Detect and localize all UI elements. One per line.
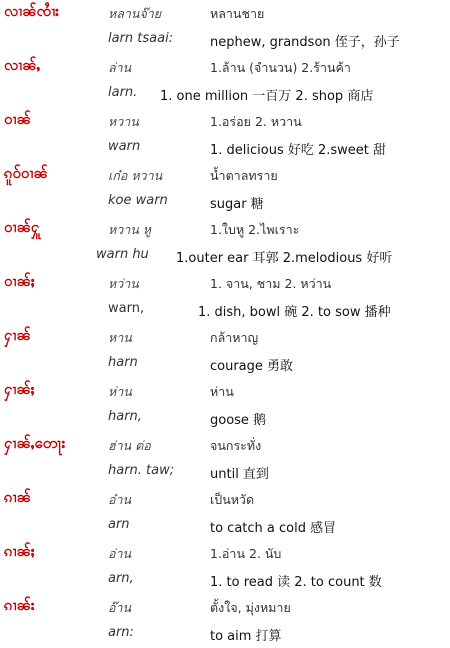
thai-transliteration: หาน: [108, 330, 132, 345]
dictionary-entry: [0, 378, 450, 432]
english-chinese-gloss: 1. one million 一百万 2. shop 商店: [160, 89, 374, 104]
romanization: koe warn: [108, 193, 168, 208]
romanization: arn: [108, 517, 130, 532]
thai-transliteration: หว่าน: [108, 276, 139, 291]
shan-headword: ၵၢၼ်: [4, 488, 31, 506]
romanization: harn. taw;: [108, 463, 175, 478]
thai-meaning: ตั้งใจ, มุ่งหมาย: [210, 600, 291, 615]
thai-transliteration: หวาน: [108, 114, 139, 129]
english-chinese-gloss: courage 勇敢: [210, 359, 294, 374]
thai-meaning: เป็นหวัด: [210, 492, 255, 507]
shan-headword: လၢၼ်ၸၢႆး: [4, 2, 59, 20]
romanization: larn.: [108, 85, 138, 100]
english-chinese-gloss: sugar 糖: [210, 197, 264, 212]
shan-headword: ဝၢၼ်ႈ: [4, 272, 35, 290]
english-chinese-gloss: until 直到: [210, 467, 269, 482]
english-chinese-gloss: nephew, grandson 侄子，孙子: [210, 35, 400, 50]
shan-headword: လၢၼ်ႇ: [4, 56, 41, 74]
shan-headword: ၵူဝ်ဝၢၼ်: [4, 164, 48, 182]
romanization: harn,: [108, 409, 142, 424]
shan-headword: ဝၢၼ်: [4, 110, 31, 128]
english-chinese-gloss: 1. dish, bowl 碗 2. to sow 播种: [198, 305, 391, 320]
romanization: harn: [108, 355, 138, 370]
thai-meaning: หลานชาย: [210, 6, 265, 21]
shan-headword: ၵၢၼ်း: [4, 596, 35, 614]
dictionary-entry: [0, 540, 450, 594]
thai-meaning: ห่าน: [210, 384, 234, 399]
thai-transliteration: อ่าน: [108, 546, 132, 561]
romanization: arn,: [108, 571, 134, 586]
dictionary-entry: [0, 432, 450, 486]
english-chinese-gloss: to aim 打算: [210, 629, 282, 644]
shan-headword: ႁၢၼ်: [4, 326, 31, 344]
shan-headword: ႁၢၼ်ႇတေႃး: [4, 434, 66, 452]
thai-transliteration: ฮ่าน ต่อ: [108, 438, 151, 453]
english-chinese-gloss: 1. to read 读 2. to count 数: [210, 575, 382, 590]
thai-meaning: จนกระทั่ง: [210, 438, 262, 453]
thai-transliteration: หวาน หู: [108, 222, 152, 237]
english-chinese-gloss: goose 鹅: [210, 413, 267, 428]
thai-transliteration: ล่าน: [108, 60, 132, 75]
thai-transliteration: ห่าน: [108, 384, 132, 399]
thai-meaning: กล้าหาญ: [210, 330, 259, 345]
thai-meaning: น้ำตาลทราย: [210, 168, 278, 183]
shan-headword: ၵၢၼ်ႈ: [4, 542, 35, 560]
shan-headword: ဝၢၼ်ႁူ: [4, 218, 40, 236]
romanization: warn: [108, 139, 141, 154]
dictionary-entry: [0, 270, 450, 324]
thai-transliteration: หลานจ๊าย: [108, 6, 162, 21]
thai-transliteration: อ๋าน: [108, 492, 132, 507]
shan-headword: ႁၢၼ်ႈ: [4, 380, 35, 398]
thai-meaning: 1.อ่าน 2. นับ: [210, 546, 282, 561]
thai-meaning: 1.ล้าน (จำนวน) 2.ร้านค้า: [210, 60, 351, 75]
dictionary-entry: [0, 324, 450, 378]
dictionary-entry: [0, 54, 450, 108]
romanization: warn hu: [96, 247, 149, 262]
dictionary-entry: [0, 486, 450, 540]
romanization: warn,: [108, 301, 145, 316]
thai-meaning: 1.อร่อย 2. หวาน: [210, 114, 302, 129]
dictionary-entry: [0, 0, 450, 54]
thai-transliteration: เก๋อ หวาน: [108, 168, 163, 183]
dictionary-entry: [0, 594, 450, 648]
dictionary-entry: [0, 216, 450, 270]
romanization: arn:: [108, 625, 134, 640]
english-chinese-gloss: 1.outer ear 耳郭 2.melodious 好听: [176, 251, 393, 266]
thai-meaning: 1.ใบหู 2.ไพเราะ: [210, 222, 300, 237]
thai-meaning: 1. จาน, ชาม 2. หว่าน: [210, 276, 332, 291]
thai-transliteration: อ๊าน: [108, 600, 132, 615]
english-chinese-gloss: 1. delicious 好吃 2.sweet 甜: [210, 143, 387, 158]
english-chinese-gloss: to catch a cold 感冒: [210, 521, 337, 536]
dictionary-entry: [0, 108, 450, 162]
romanization: larn tsaai:: [108, 31, 174, 46]
dictionary-entry: [0, 162, 450, 216]
